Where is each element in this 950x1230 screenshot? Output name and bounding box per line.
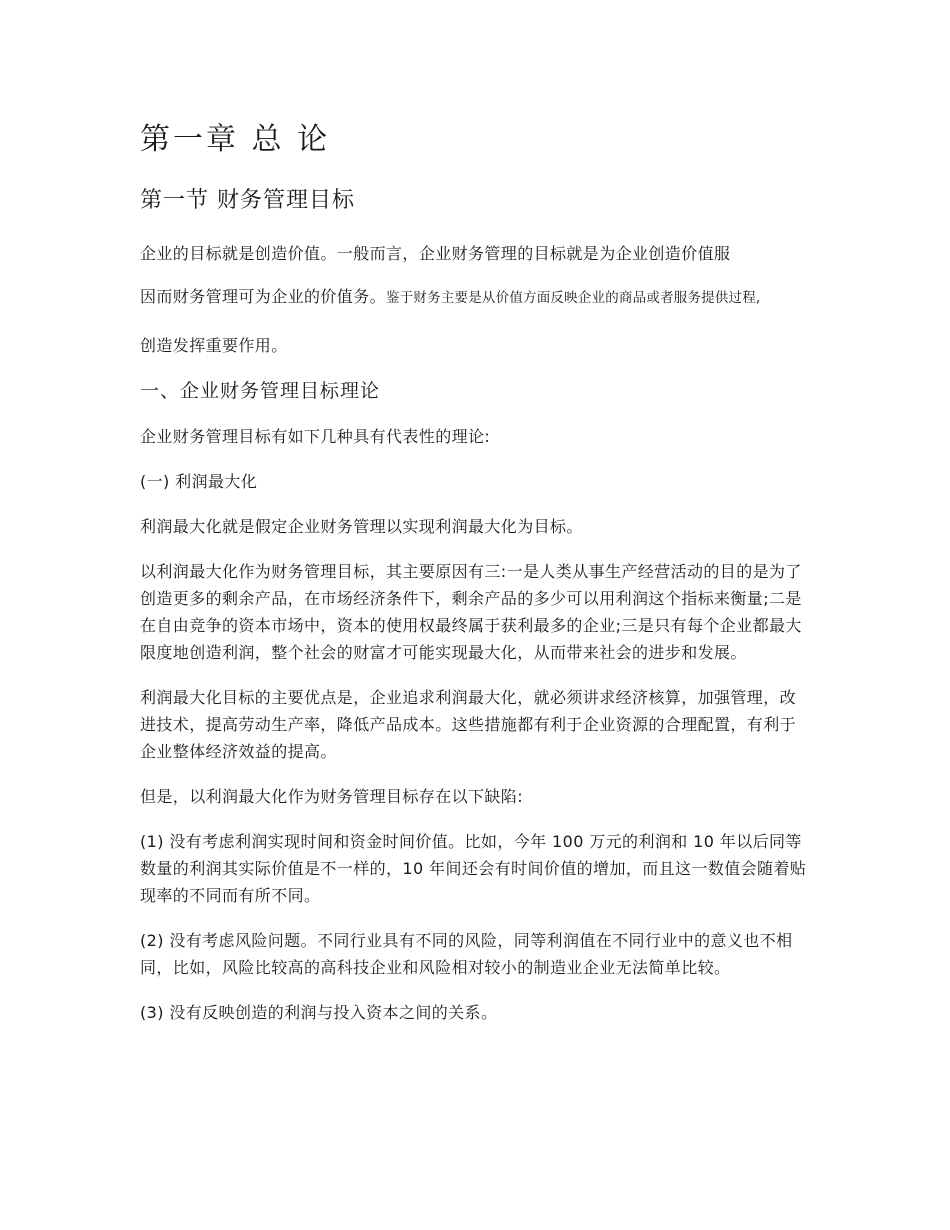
subsection-title: 一、企业财务管理目标理论: [140, 380, 381, 402]
paragraph-12: (3) 没有反映创造的利润与投入资本之间的关系。: [140, 1003, 498, 1022]
paragraph-2: [140, 285, 812, 310]
paragraph-3: 创造发挥重要作用。: [140, 336, 288, 355]
paragraph-8: 利润最大化目标的主要优点是，企业追求利润最大化，就必须讲求经济核算，加强管理，改进技术，提高劳动生产率，降低产品成本。这些措施都有利于企业资源的合理配置，有利于企业整体经济效益的提高。: [140, 688, 797, 761]
paragraph-7: 以利润最大化作为财务管理目标，其主要原因有三:一是人类从事生产经营活动的目的是为了创造更多的剩余产品，在市场经济条件下，剩余产品的多少可以用利润这个指标来衡量;二是在自由竞争的资本市场中，资本的使用权最终属于获利最多的企业;三是只有每个企业都最大限度地创造利润，整个社会的财富才可能实现最大化，从而带来社会的进步和发展。: [140, 562, 802, 662]
paragraph-4: 企业财务管理目标有如下几种具有代表性的理论:: [140, 427, 491, 446]
paragraph-2-small: 鉴于财务主要是从价值方面反映企业的商品或者服务提供过程,: [386, 290, 761, 306]
paragraph-11: (2) 没有考虑风险问题。不同行业具有不同的风险，同等利润值在不同行业中的意义也不相同，比如，风险比较高的高科技企业和风险相对较小的制造业企业无法简单比较。: [140, 931, 793, 977]
paragraph-9: 但是，以利润最大化作为财务管理目标存在以下缺陷:: [140, 787, 523, 806]
section-title: 第一节 财务管理目标: [140, 188, 355, 213]
paragraph-5: (一) 利润最大化: [140, 472, 258, 491]
paragraph-1: 企业的目标就是创造价值。一般而言，企业财务管理的目标就是为企业创造价值服: [140, 244, 731, 263]
chapter-title: 第一章 总 论: [140, 122, 331, 157]
paragraph-6: 利润最大化就是假定企业财务管理以实现利润最大化为目标。: [140, 517, 583, 536]
paragraph-2-main: 因而财务管理可为企业的价值务。: [140, 287, 387, 306]
paragraph-10: (1) 没有考虑利润实现时间和资金时间价值。比如，今年 100 万元的利润和 10 年以后同等数量的利润其实际价值是不一样的，10 年间还会有时间价值的增加，而且这一数值会随着贴现率的不同而有所不同。: [140, 832, 807, 905]
